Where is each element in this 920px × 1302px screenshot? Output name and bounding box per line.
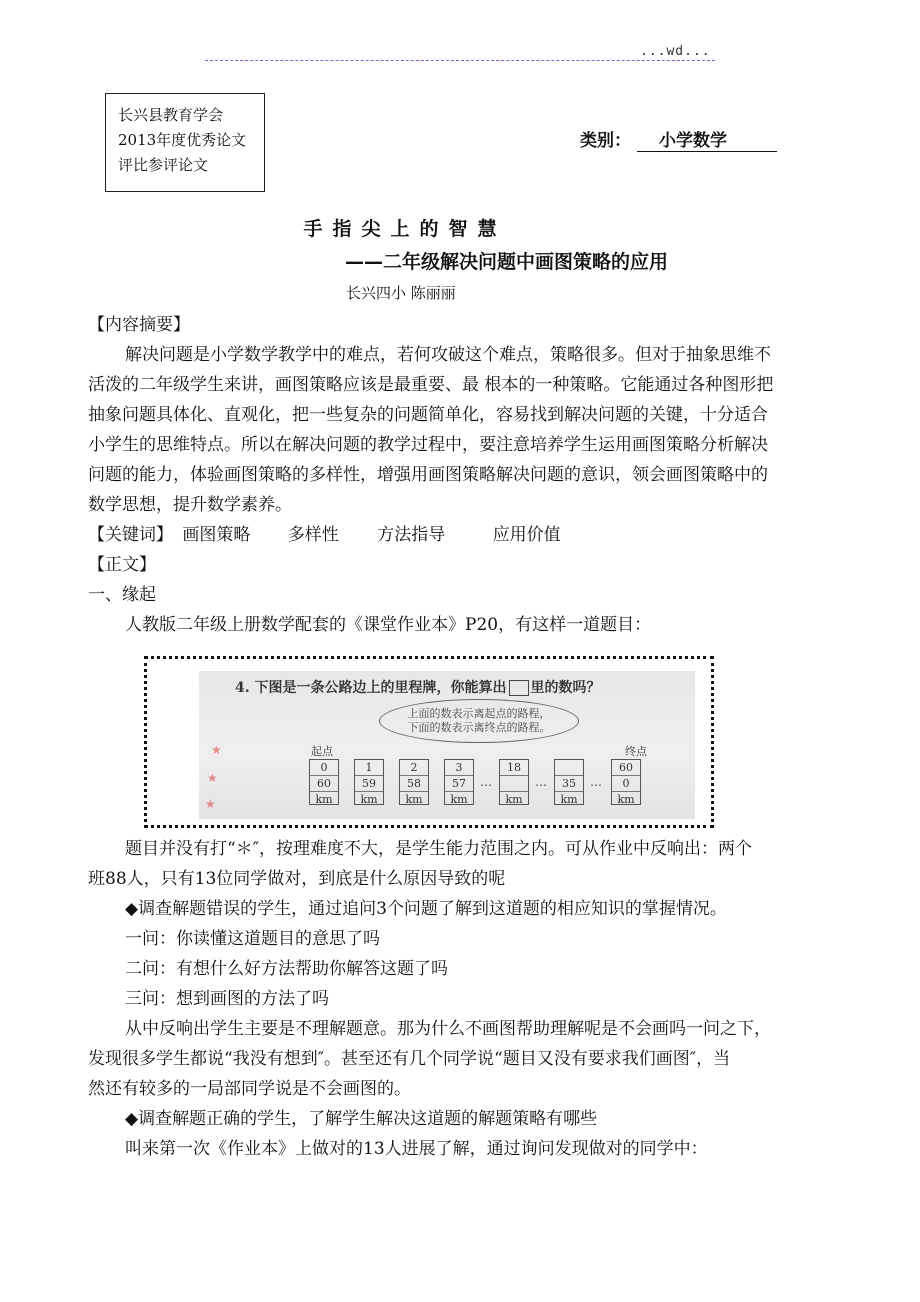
star-icon: ★ xyxy=(205,797,216,811)
speech-bubble xyxy=(379,699,579,743)
stamp-line: 2013年度优秀论文 xyxy=(118,131,247,149)
abstract-line: 活泼的二年级学生来讲，画图策略应该是最重要、最 根本的一种策略。它能通过各种图形把 xyxy=(88,375,774,395)
header-divider xyxy=(205,60,715,61)
mile-marker xyxy=(554,759,584,805)
marker-top: 2 xyxy=(400,760,428,776)
paragraph-line: 题目并没有打“＊″，按理难度不大，是学生能力范围之内。可从作业中反响出：两个 xyxy=(125,839,753,859)
keyword: 多样性 xyxy=(287,525,339,545)
paper-subtitle: ——二年级解决问题中画图策略的应用 xyxy=(345,251,669,273)
marker-top: 18 xyxy=(500,760,528,776)
survey-item: ◆调查解题错误的学生，通过追问3个问题了解到这道题的相应知识的掌握情况。 xyxy=(125,899,727,919)
paragraph-line: 从中反响出学生主要是不理解题意。那为什么不画图帮助理解呢是不会画吗一问之下， xyxy=(125,1019,771,1039)
abstract-line: 数学思想，提升数学素养。 xyxy=(88,495,292,515)
marker-top: 1 xyxy=(355,760,383,776)
figure-question-pre: 4. 下图是一条公路边上的里程牌，你能算出 xyxy=(235,680,507,696)
marker-unit: km xyxy=(505,793,523,806)
question-item: 一问：你读懂这道题目的意思了吗 xyxy=(125,929,380,949)
survey-item: ◆调查解题正确的学生，了解学生解决这道题的解题策略有哪些 xyxy=(125,1109,598,1129)
stamp-line: 长兴县教育学会 xyxy=(118,106,224,124)
star-icon: ★ xyxy=(211,743,222,757)
mile-marker xyxy=(309,759,339,805)
keywords-heading: 【关键词】 xyxy=(88,525,173,545)
body-text xyxy=(88,834,828,1164)
ellipsis-icon: … xyxy=(535,775,547,789)
body-heading: 【正文】 xyxy=(88,555,156,575)
paragraph-line: 叫来第一次《作业本》上做对的13人进展了解，通过询问发现做对的同学中： xyxy=(125,1139,708,1159)
abstract-section xyxy=(88,310,828,640)
marker-mid: 60 xyxy=(310,776,338,792)
mile-marker xyxy=(611,759,641,805)
keywords-line xyxy=(88,520,828,550)
award-stamp-box xyxy=(105,93,265,192)
star-icon: ★ xyxy=(207,771,218,785)
paragraph-line: 然还有较多的一局部同学说是不会画图的。 xyxy=(88,1079,411,1099)
ellipsis-icon: … xyxy=(480,775,492,789)
marker-unit: km xyxy=(315,793,333,806)
blank-box-icon xyxy=(509,680,529,696)
marker-mid: 59 xyxy=(355,776,383,792)
abstract-line: 解决问题是小学数学教学中的难点，若何攻破这个难点，策略很多。但对于抽象思维不 xyxy=(125,345,771,365)
marker-unit: km xyxy=(405,793,423,806)
marker-top: 0 xyxy=(310,760,338,776)
section-heading: 一、缘起 xyxy=(88,585,156,605)
marker-unit: km xyxy=(560,793,578,806)
marker-mid: 0 xyxy=(612,776,640,792)
paper-title: 手指尖上的智慧 xyxy=(303,218,507,240)
section-intro: 人教版二年级上册数学配套的《课堂作业本》P20，有这样一道题目： xyxy=(125,615,652,635)
header-mark: ...wd... xyxy=(640,44,711,59)
marker-mid: 35 xyxy=(555,776,583,792)
bubble-line: 上面的数表示离起点的路程， xyxy=(407,707,551,720)
abstract-heading: 【内容摘要】 xyxy=(88,315,190,335)
worksheet-figure xyxy=(144,656,714,828)
paragraph-line: 班88人，只有13位同学做对，到底是什么原因导致的呢 xyxy=(88,869,506,889)
abstract-line: 小学生的思维特点。所以在解决问题的教学过程中，要注意培养学生运用画图策略分析解决 xyxy=(88,435,768,455)
abstract-line: 抽象问题具体化、直观化，把一些复杂的问题简单化，容易找到解决问题的关键，十分适合 xyxy=(88,405,768,425)
keyword: 方法指导 xyxy=(377,525,446,545)
ellipsis-icon: … xyxy=(590,775,602,789)
mile-marker xyxy=(399,759,429,805)
marker-unit: km xyxy=(450,793,468,806)
mile-marker xyxy=(499,759,529,805)
marker-unit: km xyxy=(360,793,378,806)
paragraph-line: 发现很多学生都说“我没有想到″。甚至还有几个同学说“题目又没有要求我们画图″，当 xyxy=(88,1049,731,1069)
question-item: 二问：有想什么好方法帮助你解答这题了吗 xyxy=(125,959,448,979)
marker-mid xyxy=(500,776,528,792)
keyword: 画图策略 xyxy=(182,525,251,545)
marker-top xyxy=(555,760,583,776)
end-label: 终点 xyxy=(625,745,647,758)
figure-question xyxy=(235,677,601,697)
figure-question-post: 里的数吗？ xyxy=(530,680,601,696)
bubble-line: 下面的数表示离终点的路程。 xyxy=(407,721,551,734)
marker-mid: 58 xyxy=(400,776,428,792)
start-label: 起点 xyxy=(311,745,333,758)
marker-top: 3 xyxy=(445,760,473,776)
category-value: 小学数学 xyxy=(637,126,777,152)
worksheet-photo xyxy=(199,671,695,819)
marker-top: 60 xyxy=(612,760,640,776)
mile-marker xyxy=(354,759,384,805)
mile-marker xyxy=(444,759,474,805)
stamp-line: 评比参评论文 xyxy=(118,156,209,174)
keyword: 应用价值 xyxy=(492,525,561,545)
marker-unit: km xyxy=(617,793,635,806)
marker-mid: 57 xyxy=(445,776,473,792)
author-line: 长兴四小 陈丽丽 xyxy=(346,284,456,302)
category-label: 类别： xyxy=(580,131,631,151)
abstract-line: 问题的能力，体验画图策略的多样性，增强用画图策略解决问题的意识，领会画图策略中的 xyxy=(88,465,768,485)
category xyxy=(580,126,777,152)
question-item: 三问：想到画图的方法了吗 xyxy=(125,989,329,1009)
